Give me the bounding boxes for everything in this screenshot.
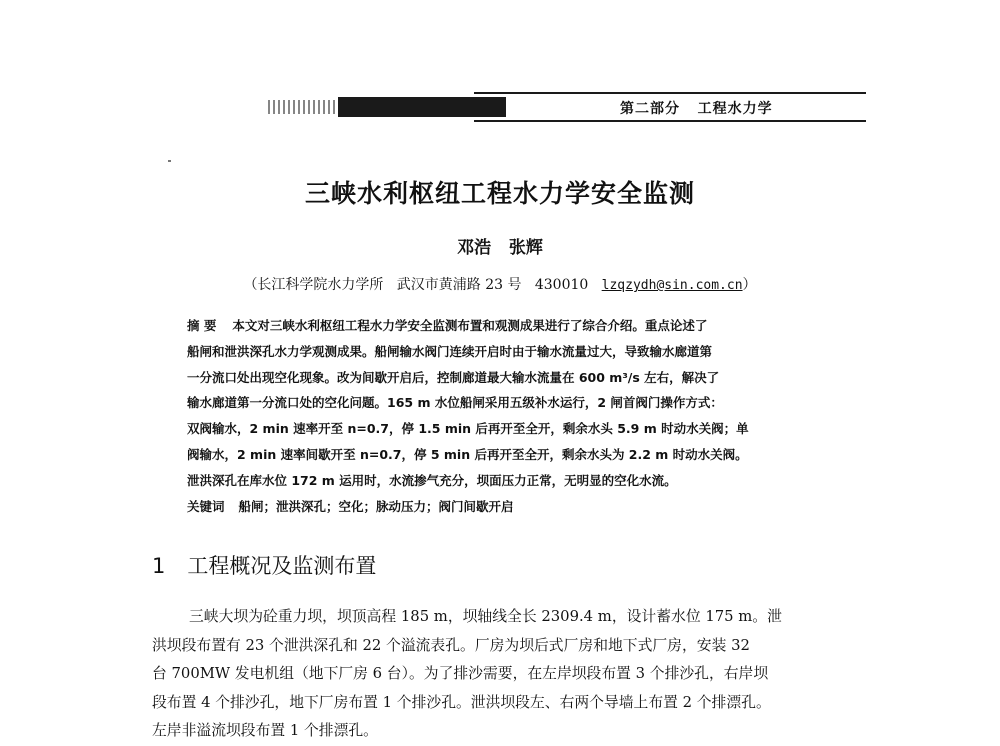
body-line: 左岸非溢流坝段布置 1 个排漂孔。 — [152, 722, 378, 739]
abstract-line: 泄洪深孔在库水位 172 m 运用时，水流掺气充分，坝面压力正常，无明显的空化水流。 — [187, 472, 677, 488]
paper-title: 三峡水利枢纽工程水力学安全监测 — [304, 179, 695, 208]
abstract-label: 摘 要 — [187, 318, 217, 333]
section-number: 1 — [152, 554, 166, 578]
abstract-line: 双阀输水，2 min 速率开至 n=0.7，停 1.5 min 后再开至全开，剩余水头 5.9 m 时动水关阀；单 — [187, 421, 749, 437]
abstract-line: 船闸和泄洪深孔水力学观测成果。船闸输水阀门连续开启时由于输水流量过大，导致输水廊道第 — [187, 343, 713, 359]
affiliation-email: lzqzydh@sin.com.cn — [601, 278, 743, 293]
keywords-text: 船闸；泄洪深孔；空化；脉动压力；阀门间歇开启 — [238, 499, 514, 514]
section-title: 工程概况及监测布置 — [187, 554, 377, 578]
body-line: 台 700MW 发电机组（地下厂房 6 台）。为了排沙需要，在左岸坝段布置 3 个排沙孔，右岸坝 — [152, 665, 769, 682]
body-line: 三峡大坝为砼重力坝，坝顶高程 185 m，坝轴线全长 2309.4 m，设计蓄水位 175 m。泄 — [189, 608, 782, 625]
running-header: 第二部分 工程水力学 — [620, 101, 773, 117]
affiliation-close: ） — [742, 277, 757, 293]
header-scan-noise — [268, 100, 348, 114]
keywords — [187, 497, 514, 515]
body-line: 洪坝段布置有 23 个泄洪深孔和 22 个溢流表孔。厂房为坝后式厂房和地下式厂房，安装 32 — [152, 636, 750, 654]
abstract — [187, 313, 847, 494]
scan-speck — [168, 160, 171, 162]
body-text — [152, 603, 868, 746]
author-affiliation — [0, 274, 1000, 294]
paper-authors: 邓浩 张辉 — [457, 238, 543, 258]
header-scan-blot — [268, 97, 506, 117]
abstract-line: 一分流口处出现空化现象。改为间歇开启后，控制廊道最大输水流量在 600 m³/s 左右，解决了 — [187, 369, 720, 385]
abstract-line: 阀输水，2 min 速率间歇开至 n=0.7，停 5 min 后再开至全开，剩余水头为 2.2 m 时动水关阀。 — [187, 446, 748, 462]
abstract-line: 输水廊道第一分流口处的空化问题。165 m 水位船闸采用五级补水运行，2 闸首阀门操作方式： — [187, 395, 723, 411]
header-redaction-bar — [338, 97, 506, 117]
header-rule-top — [474, 92, 866, 94]
keywords-label: 关键词 — [187, 499, 225, 514]
affiliation-text: （长江科学院水力学所 武汉市黄浦路 23 号 430010 — [243, 277, 602, 293]
abstract-line: 摘 要 本文对三峡水利枢纽工程水力学安全监测布置和观测成果进行了综合介绍。重点论述了 — [187, 318, 708, 333]
header-rule-bottom — [474, 120, 866, 122]
body-line: 段布置 4 个排沙孔，地下厂房布置 1 个排沙孔。泄洪坝段左、右两个导墙上布置 2 个排漂孔。 — [152, 693, 771, 711]
section-heading — [152, 550, 376, 580]
